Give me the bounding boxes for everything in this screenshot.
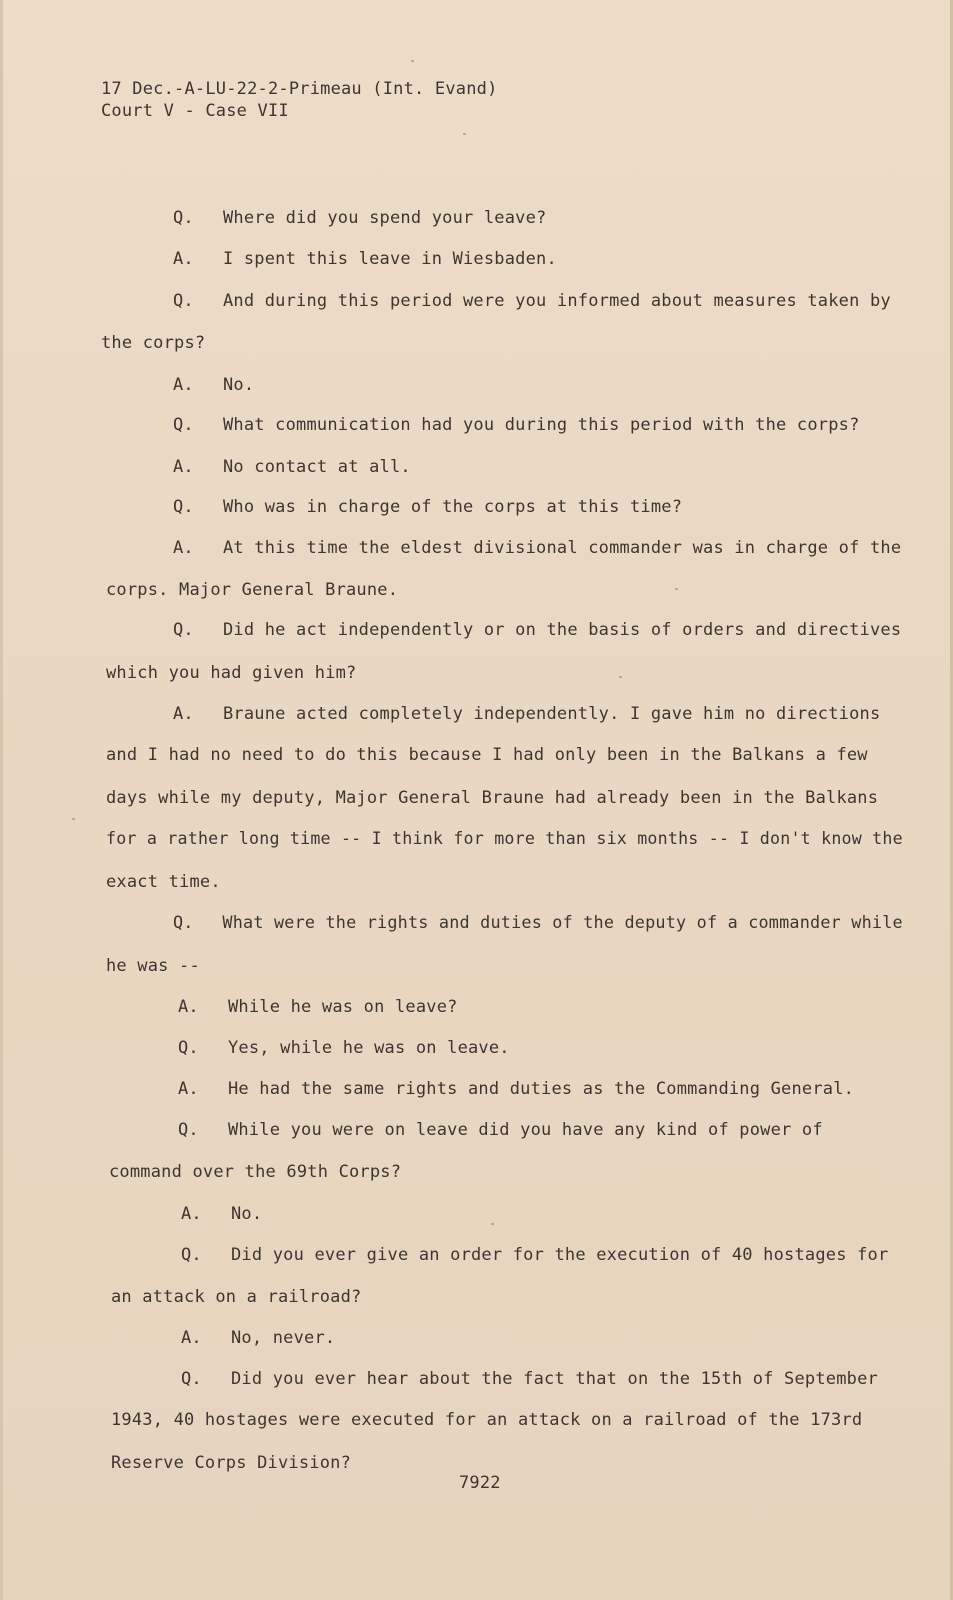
transcript-text: No. [223,375,255,395]
transcript-line [173,704,880,724]
transcript-line [173,913,903,933]
transcript-line [181,1328,335,1348]
transcript-text: which you had given him? [106,663,357,683]
transcript-line [173,291,891,311]
transcript-line [173,415,860,435]
paper-speck [675,588,678,590]
paper-speck [72,818,75,820]
question-marker: Q. [178,1120,199,1140]
transcript-text: And during this period were you informed about measures taken by [223,291,891,311]
document-header [101,78,498,122]
transcript-continuation-line [109,1162,401,1182]
answer-marker: A. [178,1079,199,1099]
transcript-line [173,249,557,269]
transcript-continuation-line [111,1453,351,1473]
transcript-line [173,208,546,228]
transcript-text: an attack on a railroad? [111,1287,362,1307]
question-marker: Q. [173,913,194,933]
transcript-continuation-line [111,1287,361,1307]
page-number: 7922 [459,1473,501,1493]
transcript-line [173,538,901,558]
transcript-text: He had the same rights and duties as the Commanding General. [228,1079,855,1099]
transcript-text: exact time. [106,872,221,892]
transcript-line [181,1369,878,1389]
transcript-line [178,1038,510,1058]
transcript-text: What communication had you during this period with the corps? [223,415,860,435]
transcript-continuation-line [106,745,868,765]
transcript-text: Did you ever hear about the fact that on the 15th of September [231,1369,878,1389]
answer-marker: A. [181,1204,202,1224]
transcript-text: Did he act independently or on the basis of orders and directives [223,620,902,640]
transcript-line [181,1204,262,1224]
transcript-text: What were the rights and duties of the deputy of a commander while [222,913,903,933]
transcript-line [173,375,254,395]
paper-speck [463,133,466,135]
transcript-text: Yes, while he was on leave. [228,1038,510,1058]
paper-speck [491,1223,494,1225]
transcript-text: days while my deputy, Major General Braune had already been in the Balkans [106,788,879,808]
transcript-line [173,620,901,640]
transcript-text: While he was on leave? [228,997,458,1017]
transcript-continuation-line [106,829,903,849]
transcript-line [173,497,682,517]
transcript-continuation-line [106,872,221,892]
answer-marker: A. [173,538,194,558]
transcript-text: Reserve Corps Division? [111,1453,352,1473]
transcript-text: command over the 69th Corps? [109,1162,402,1182]
transcript-text: Who was in charge of the corps at this time? [223,497,683,517]
answer-marker: A. [173,457,194,477]
header-reference: 17 Dec.-A-LU-22-2-Primeau (Int. Evand) [101,79,498,99]
header-court-case: Court V - Case VII [101,101,289,121]
transcript-text: While you were on leave did you have any kind of power of [228,1120,823,1140]
transcript-text: the corps? [101,333,206,353]
transcript-text: Where did you spend your leave? [223,208,547,228]
question-marker: Q. [173,415,194,435]
transcript-line [178,1079,854,1099]
transcript-text: 1943, 40 hostages were executed for an attack on a railroad of the 173rd [111,1410,863,1430]
transcript-text: I spent this leave in Wiesbaden. [223,249,557,269]
answer-marker: A. [173,375,194,395]
transcript-text: No, never. [231,1328,336,1348]
transcript-continuation-line [101,333,205,353]
transcript-continuation-line [106,788,878,808]
question-marker: Q. [173,497,194,517]
transcript-continuation-line [111,1410,862,1430]
answer-marker: A. [173,704,194,724]
transcript-continuation-line [106,580,398,600]
transcript-text: No. [231,1204,263,1224]
transcript-continuation-line [106,663,356,683]
transcript-line [181,1245,888,1265]
transcript-text: Did you ever give an order for the execution of 40 hostages for [231,1245,889,1265]
transcript-text: for a rather long time -- I think for more than six months -- I don't know the [106,829,903,849]
transcript-text: corps. Major General Braune. [106,580,399,600]
question-marker: Q. [181,1245,202,1265]
transcript-text: Braune acted completely independently. I gave him no directions [223,704,881,724]
transcript-text: and I had no need to do this because I had only been in the Balkans a few [106,745,868,765]
question-marker: Q. [173,620,194,640]
transcript-continuation-line [106,956,200,976]
transcript-text: he was -- [106,956,200,976]
transcript-line [178,1120,823,1140]
transcript-text: At this time the eldest divisional commander was in charge of the [223,538,902,558]
question-marker: Q. [181,1369,202,1389]
answer-marker: A. [173,249,194,269]
question-marker: Q. [173,291,194,311]
paper-speck [411,60,414,62]
transcript-line [173,457,411,477]
question-marker: Q. [178,1038,199,1058]
question-marker: Q. [173,208,194,228]
transcript-text: No contact at all. [223,457,411,477]
paper-speck [619,676,622,678]
transcript-line [178,997,458,1017]
answer-marker: A. [181,1328,202,1348]
answer-marker: A. [178,997,199,1017]
